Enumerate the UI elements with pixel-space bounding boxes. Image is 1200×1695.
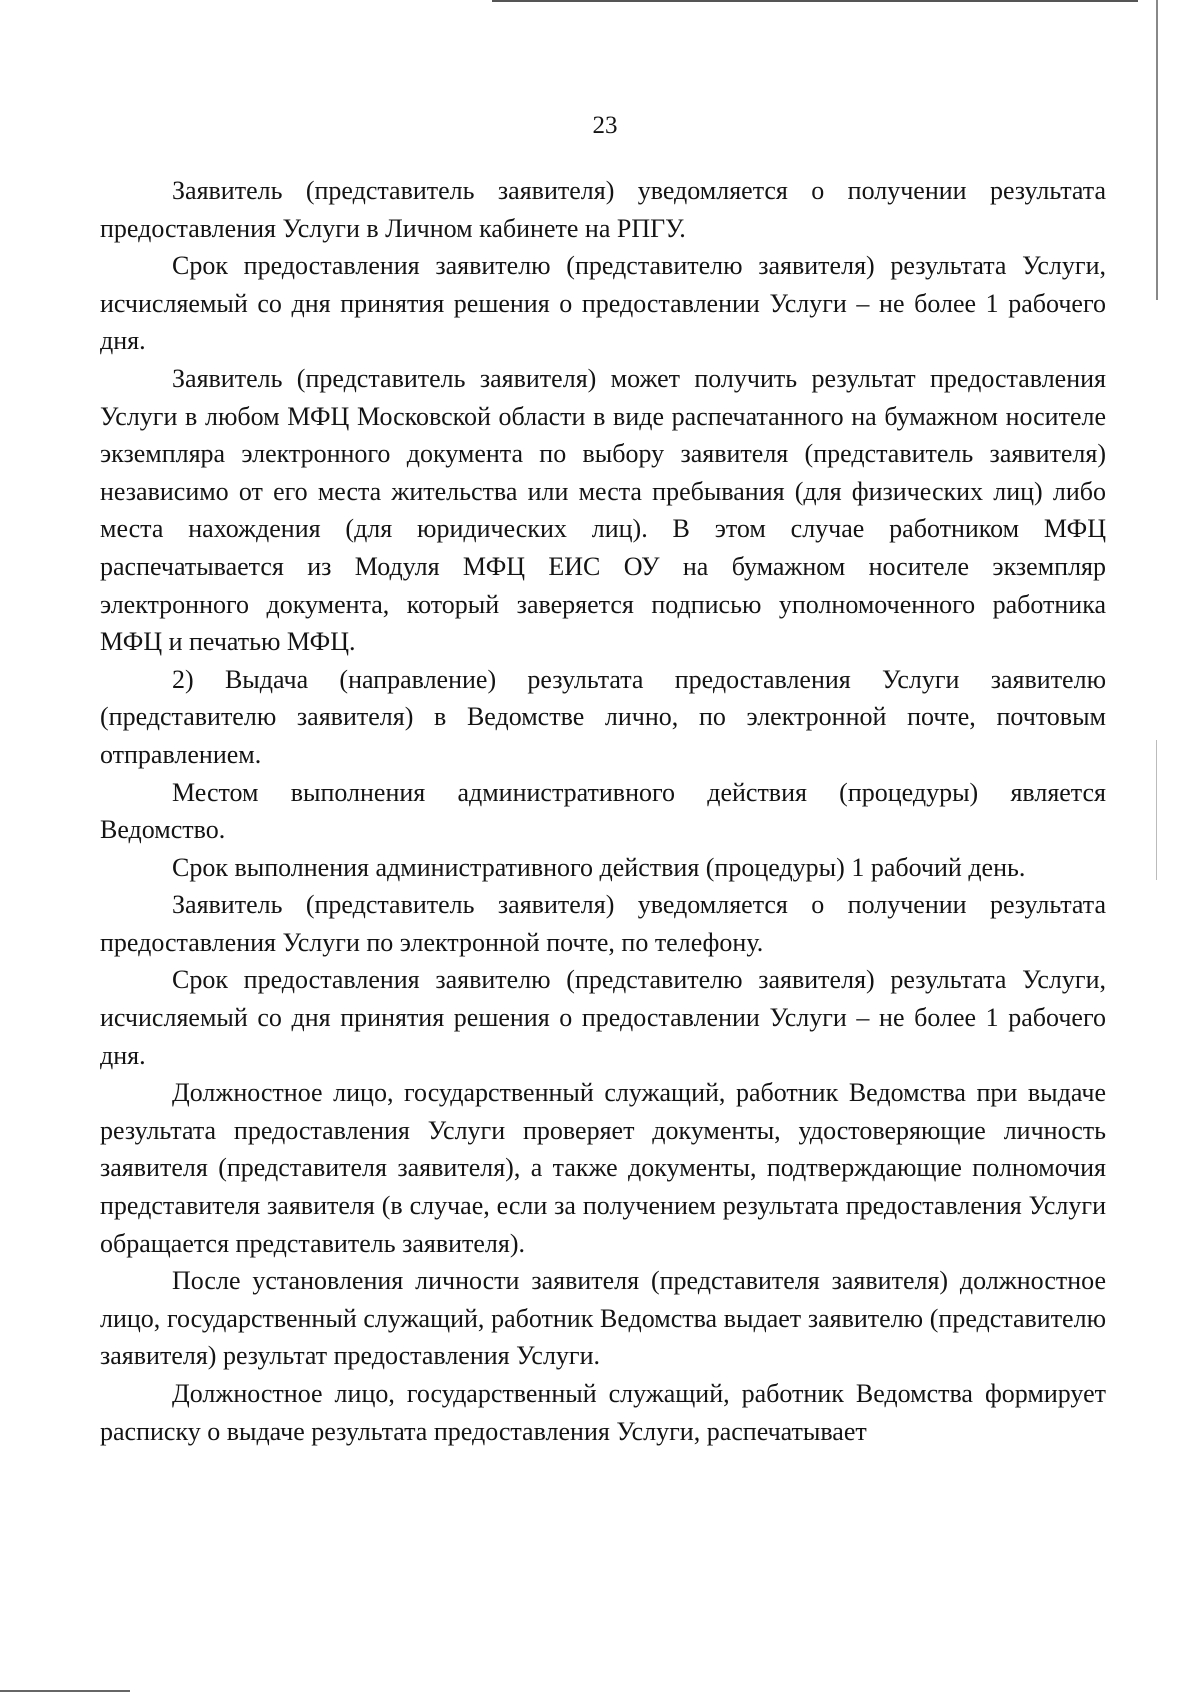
scan-edge-bottom — [0, 1690, 130, 1692]
paragraph: Заявитель (представитель заявителя) уведомляется о получении результата предоставления Услуги в Личном кабинете на РПГУ. — [100, 176, 1106, 243]
paragraph: После установления личности заявителя (представителя заявителя) должностное лицо, государственный служащий, работник Ведомства выдает заявителю (представителю заявителя) результат предоставления Услуги. — [100, 1266, 1106, 1371]
paragraph: Срок предоставления заявителю (представителю заявителя) результата Услуги, исчисляемый со дня принятия решения о предоставлении Услуги – не более 1 рабочего дня. — [100, 251, 1106, 356]
scan-edge-top — [492, 0, 1138, 2]
scan-edge-right — [1156, 0, 1158, 300]
scan-edge-right-lower — [1156, 740, 1157, 880]
paragraph: 2) Выдача (направление) результата предоставления Услуги заявителю (представителю заявителя) в Ведомстве лично, по электронной почте, почтовым отправлением. — [100, 664, 1106, 769]
paragraph: Местом выполнения административного действия (процедуры) является Ведомство. — [100, 777, 1106, 845]
paragraph: Должностное лицо, государственный служащий, работник Ведомства при выдаче результата предоставления Услуги проверяет документы, удостоверяющие личность заявителя (представителя заявителя), а также документы, подтверждающие полномочия представителя заявителя (в случае, если за получением результата предоставления Услуги обращается представитель заявителя). — [100, 1078, 1106, 1258]
paragraph: Срок выполнения административного действия (процедуры) 1 рабочий день. — [172, 852, 1026, 882]
page-number: 23 — [592, 112, 618, 139]
document-body — [100, 172, 1106, 1450]
paragraph: Заявитель (представитель заявителя) может получить результат предоставления Услуги в любом МФЦ Московской области в виде распечатанного на бумажном носителе экземпляра электронного документа по выбору заявителя (представитель заявителя) независимо от его места жительства или места пребывания (для физических лиц) либо места нахождения (для юридических лиц). В этом случае работником МФЦ распечатывается из Модуля МФЦ ЕИС ОУ на бумажном носителе экземпляр электронного документа, который заверяется подписью уполномоченного работника МФЦ и печатью МФЦ. — [100, 363, 1106, 657]
paragraph: Заявитель (представитель заявителя) уведомляется о получении результата предоставления Услуги по электронной почте, по телефону. — [100, 890, 1106, 957]
paragraph: Срок предоставления заявителю (представителю заявителя) результата Услуги, исчисляемый со дня принятия решения о предоставлении Услуги – не более 1 рабочего дня. — [100, 965, 1106, 1070]
paragraph: Должностное лицо, государственный служащий, работник Ведомства формирует расписку о выдаче результата предоставления Услуги, распечатывает — [100, 1379, 1106, 1446]
